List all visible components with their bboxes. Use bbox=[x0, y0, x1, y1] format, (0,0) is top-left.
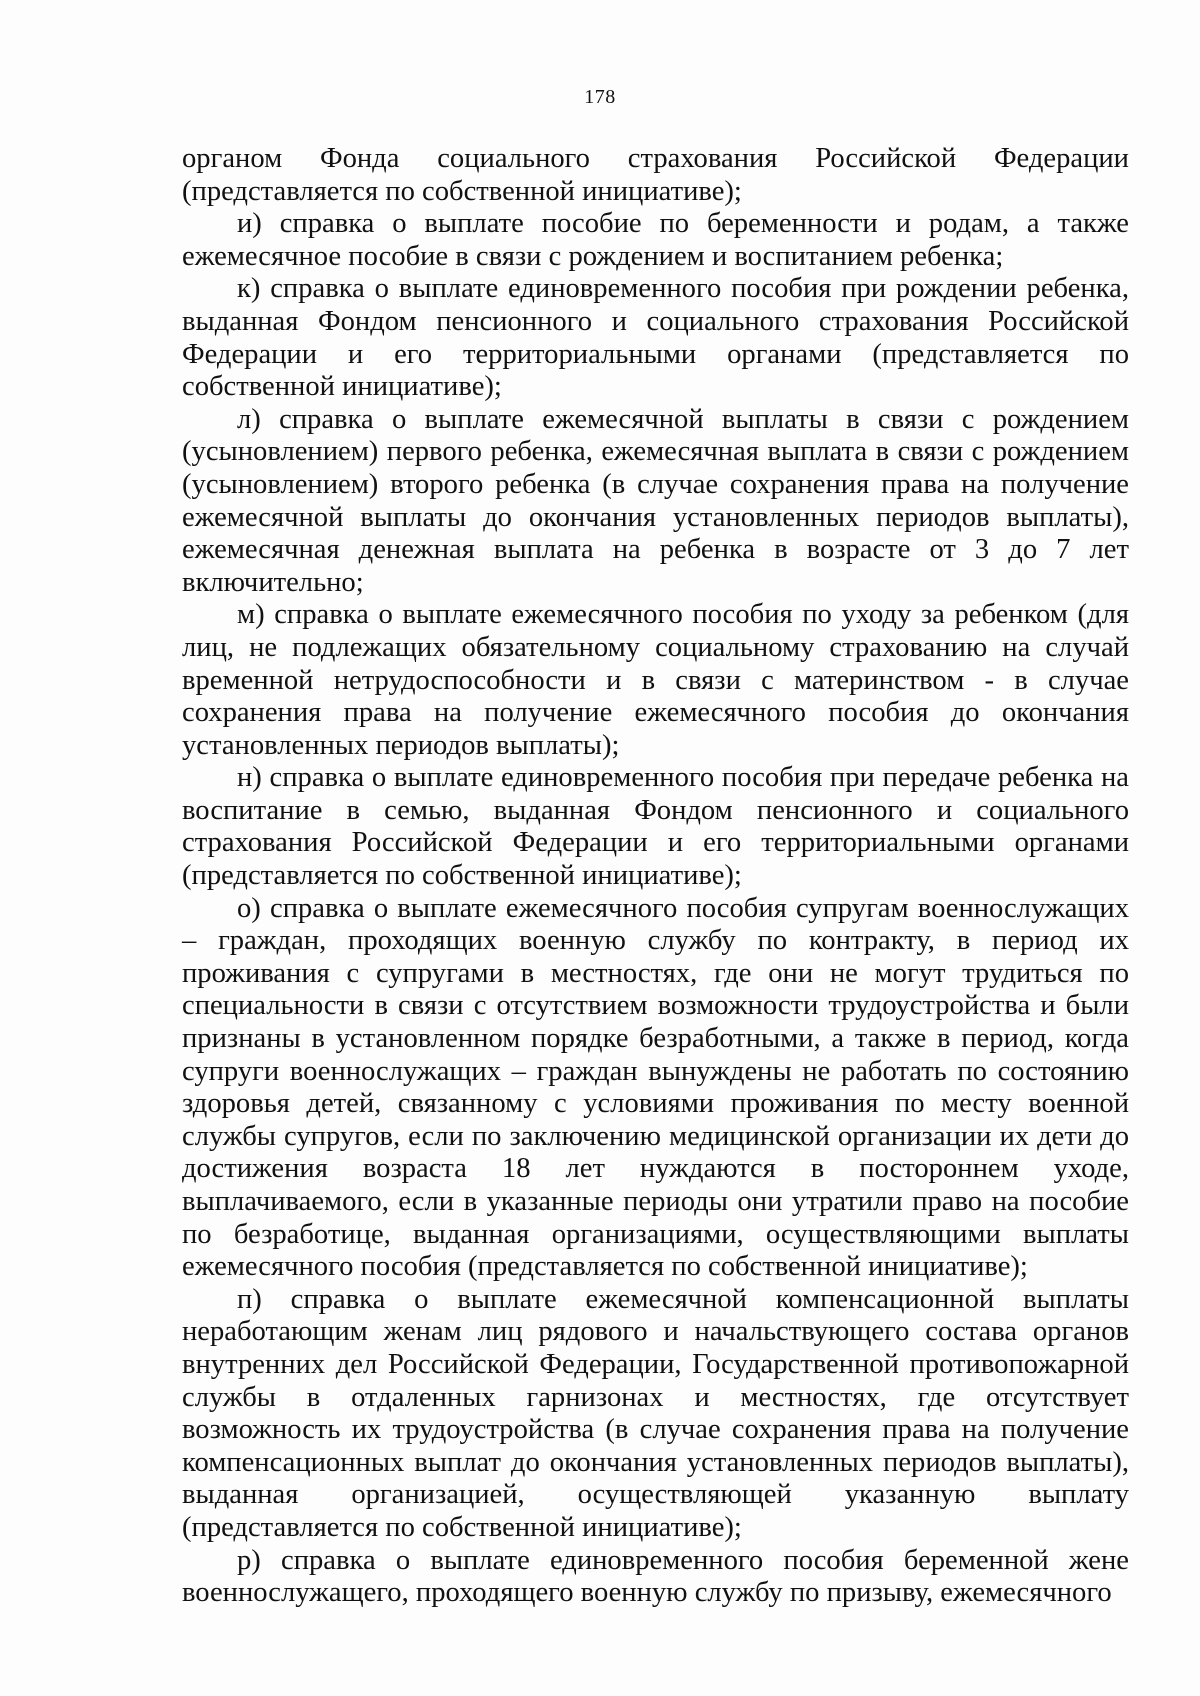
document-body bbox=[182, 143, 1129, 1610]
paragraph-item-o: о) справка о выплате ежемесячного пособия супругам военнослужащих – граждан, проходящих военную службу по контракту, в период их проживания с супругами в местностях, где они не могут трудиться по специальности в связи с отсутствием возможности трудоустройства и были признаны в установленном порядке безработными, а также в период, когда супруги военнослужащих – граждан вынуждены не работать по состоянию здоровья детей, связанному с условиями проживания по месту военной службы супругов, если по заключению медицинской организации их дети до достижения возраста 18 лет нуждаются в постороннем уходе, выплачиваемого, если в указанные периоды они утратили право на пособие по безработице, выданная организациями, осуществляющими выплаты ежемесячного пособия (представляется по собственной инициативе); bbox=[182, 892, 1129, 1283]
paragraph-item-r: р) справка о выплате единовременного пособия беременной жене военнослужащего, проходящего военную службу по призыву, ежемесячного bbox=[182, 1544, 1129, 1609]
page-number: 178 bbox=[584, 86, 616, 108]
paragraph-item-l: л) справка о выплате ежемесячной выплаты в связи с рождением (усыновлением) первого ребенка, ежемесячная выплата в связи с рождением (усыновлением) второго ребенка (в случае сохранения права на получение ежемесячной выплаты до окончания установленных периодов выплаты), ежемесячная денежная выплата на ребенка в возрасте от 3 до 7 лет включительно; bbox=[182, 403, 1129, 598]
paragraph-item-p: п) справка о выплате ежемесячной компенсационной выплаты неработающим женам лиц рядового и начальствующего состава органов внутренних дел Российской Федерации, Государственной противопожарной службы в отдаленных гарнизонах и местностях, где отсутствует возможность их трудоустройства (в случае сохранения права на получение компенсационных выплат до окончания установленных периодов выплаты), выданная организацией, осуществляющей указанную выплату (представляется по собственной инициативе); bbox=[182, 1283, 1129, 1543]
paragraph-item-n: н) справка о выплате единовременного пособия при передаче ребенка на воспитание в семью, выданная Фондом пенсионного и социального страхования Российской Федерации и его территориальными органами (представляется по собственной инициативе); bbox=[182, 762, 1129, 892]
paragraph-item-m: м) справка о выплате ежемесячного пособия по уходу за ребенком (для лиц, не подлежащих обязательному социальному страхованию на случай временной нетрудоспособности и в связи с материнством - в случае сохранения права на получение ежемесячного пособия до окончания установленных периодов выплаты); bbox=[182, 599, 1129, 761]
paragraph-continuation: органом Фонда социального страхования Российской Федерации (представляется по собственной инициативе); bbox=[182, 143, 1129, 207]
paragraph-item-i: и) справка о выплате пособие по беременности и родам, а также ежемесячное пособие в связи с рождением и воспитанием ребенка; bbox=[182, 208, 1129, 272]
paragraph-item-k: к) справка о выплате единовременного пособия при рождении ребенка, выданная Фондом пенсионного и социального страхования Российской Федерации и его территориальными органами (представляется по собственной инициативе); bbox=[182, 273, 1129, 403]
